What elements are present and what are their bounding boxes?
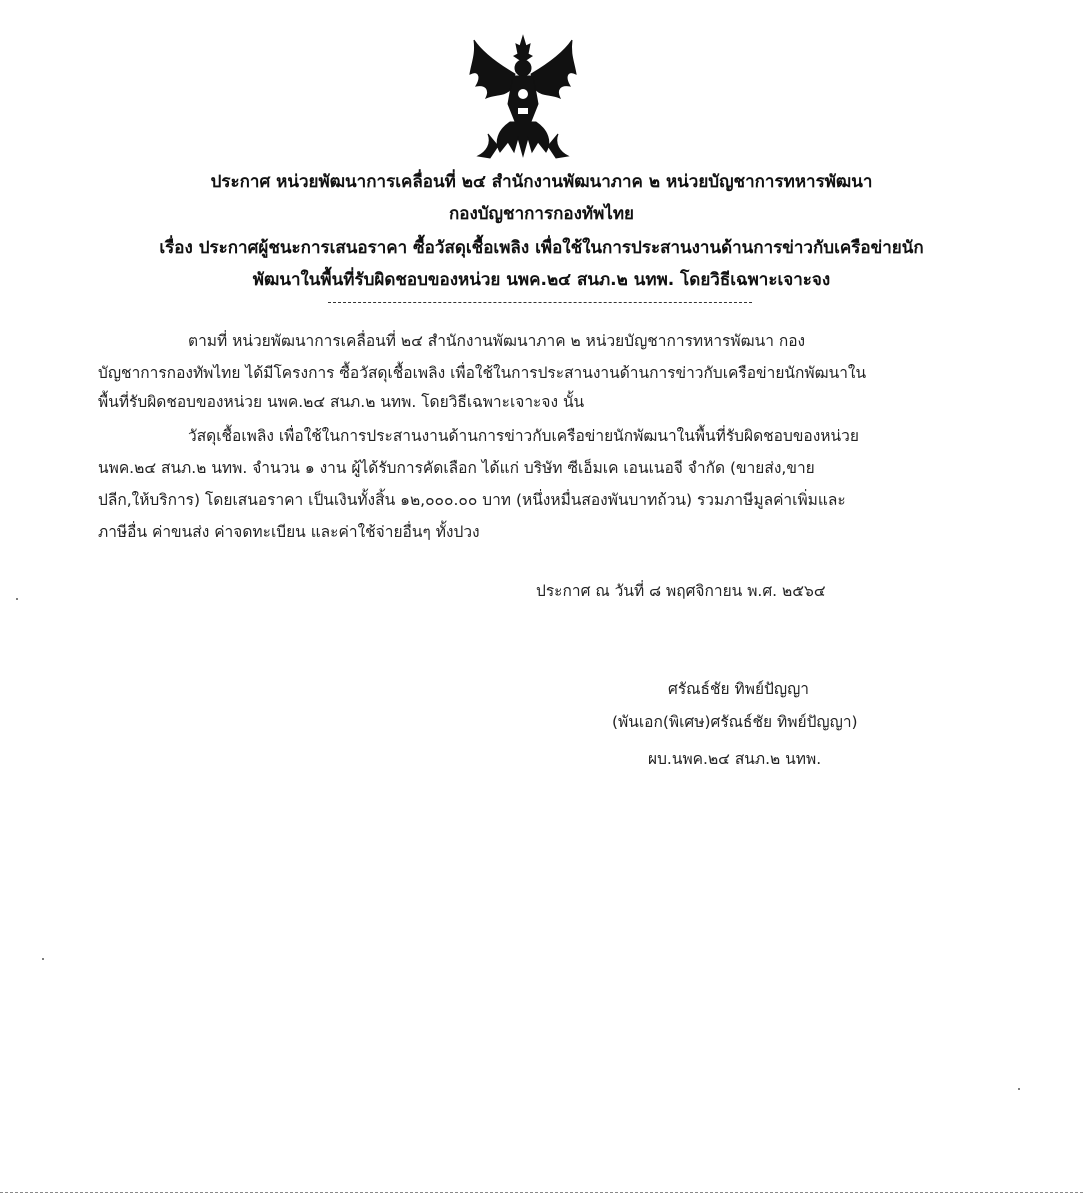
scan-speck xyxy=(1018,1088,1020,1090)
paragraph-2-line-3: ปลีก,ให้บริการ) โดยเสนอราคา เป็นเงินทั้งสิ้น ๑๒,๐๐๐.๐๐ บาท (หนึ่งหมื่นสองพันบาทถ้วน) รวมภาษีมูลค่าเพิ่มและ xyxy=(98,491,846,509)
signature-position: ผบ.นพค.๒๔ สนภ.๒ นทพ. xyxy=(648,750,822,768)
subject-line-2: พัฒนาในพื้นที่รับผิดชอบของหน่วย นพค.๒๔ สนภ.๒ นทพ. โดยวิธีเฉพาะเจาะจง xyxy=(252,270,831,290)
paragraph-2-line-1: วัสดุเชื้อเพลิง เพื่อใช้ในการประสานงานด้านการข่าวกับเครือข่ายนักพัฒนาในพื้นที่รับผิดชอบของหน่วย xyxy=(188,427,859,445)
scan-edge-line xyxy=(0,1192,1083,1193)
announcement-org: กองบัญชาการกองทัพไทย xyxy=(448,204,635,224)
paragraph-1-line-2: บัญชาการกองทัพไทย ได้มีโครงการ ซื้อวัสดุเชื้อเพลิง เพื่อใช้ในการประสานงานด้านการข่าวกับเครือข่ายนักพัฒนาใน xyxy=(98,364,867,382)
paragraph-1-line-3: พื้นที่รับผิดชอบของหน่วย นพค.๒๔ สนภ.๒ นทพ. โดยวิธีเฉพาะเจาะจง นั้น xyxy=(98,393,585,411)
paragraph-1-line-1: ตามที่ หน่วยพัฒนาการเคลื่อนที่ ๒๔ สำนักงานพัฒนาภาค ๒ หน่วยบัญชาการทหารพัฒนา กอง xyxy=(188,332,806,350)
paragraph-2-line-2: นพค.๒๔ สนภ.๒ นทพ. จำนวน ๑ งาน ผู้ได้รับการคัดเลือก ได้แก่ บริษัท ซีเอ็มเค เอนเนอจี จำกัด (ขายส่ง,ขาย xyxy=(98,459,815,477)
announcement-title: ประกาศ หน่วยพัฒนาการเคลื่อนที่ ๒๔ สำนักงานพัฒนาภาค ๒ หน่วยบัญชาการทหารพัฒนา xyxy=(210,172,873,192)
paragraph-2-line-4: ภาษีอื่น ค่าขนส่ง ค่าจดทะเบียน และค่าใช้จ่ายอื่นๆ ทั้งปวง xyxy=(98,523,480,541)
signature-rank-name: (พันเอก(พิเศษ)ศรัณธ์ชัย ทิพย์ปัญญา) xyxy=(612,713,858,731)
garuda-emblem-icon xyxy=(468,34,578,164)
subject-line-1: เรื่อง ประกาศผู้ชนะการเสนอราคา ซื้อวัสดุเชื้อเพลิง เพื่อใช้ในการประสานงานด้านการข่าวกับเครือข่ายนัก xyxy=(159,238,924,258)
header-divider xyxy=(328,302,752,303)
signature-name: ศรัณธ์ชัย ทิพย์ปัญญา xyxy=(668,680,810,698)
scan-speck xyxy=(16,598,18,600)
scan-speck xyxy=(42,958,44,960)
announcement-date: ประกาศ ณ วันที่ ๘ พฤศจิกายน พ.ศ. ๒๕๖๔ xyxy=(536,582,826,600)
